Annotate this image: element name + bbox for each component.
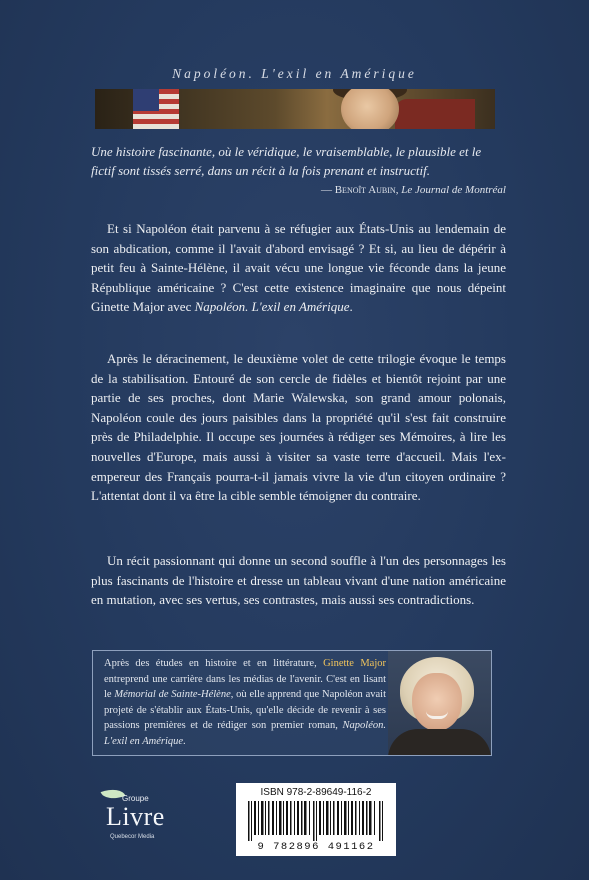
author-bio-box [92, 650, 492, 756]
bio-book-memorial: Mémorial de Sainte-Hélène [114, 689, 231, 701]
quote-attribution [321, 184, 506, 196]
author-photo [388, 651, 491, 755]
bio-book-title: Napoléon. L'exil en Amérique [104, 720, 386, 747]
author-face [412, 673, 462, 731]
cover-painting-strip [95, 89, 495, 129]
press-quote: Une histoire fascinante, où le véridique, le vraisemblable, le plausible et le fictif sont tissés serré, dans un récit à la fois prenant et instructif. [91, 144, 482, 178]
bio-author-name: Ginette Major [323, 658, 386, 669]
paragraph-2-text-b: , à lire les nouvelles d'Europe, mais aussi à visiter sa vaste terre d'accueil. Mais l'ex-empereur des Français pourra-t-il jamais vivre la vie d'un citoyen ordinaire ? L'attentat dont il va être la cible semble témoigner du contraire. [91, 429, 506, 504]
author-sweater [388, 729, 491, 755]
publisher-logo [96, 782, 176, 852]
bio-text-d: . [183, 735, 186, 747]
paragraph-1-end: . [349, 299, 353, 315]
logo-livre: Livre [106, 802, 165, 831]
bio-text-a: Après des études en histoire et en littérature, [104, 658, 324, 669]
ean-digits: 9 782896 491162 [257, 841, 375, 853]
quote-separator: , [395, 184, 402, 196]
paragraph-1-book-title: Napoléon. L'exil en Amérique [194, 299, 350, 315]
series-title: Napoléon. L'exil en Amérique [172, 66, 417, 81]
synopsis-paragraph-2 [91, 349, 506, 506]
portrait-coat [395, 99, 475, 129]
barcode-box [236, 783, 396, 856]
synopsis-paragraph-1 [91, 219, 506, 317]
isbn-label: ISBN 978-2-89649-116-2 [260, 787, 372, 798]
synopsis-paragraph-3: Un récit passionnant qui donne un second souffle à l'un des personnages les plus fascinants de l'histoire et dresse un tableau vivant d'une nation américaine en mutation, avec ses vertus, ses contrastes, mais aussi ses contradictions. [91, 553, 506, 608]
logo-groupe: Groupe [122, 794, 149, 803]
quote-author: Benoît Aubin [334, 184, 396, 196]
bio-text-c: , où elle apprend que Napoléon avait projeté de s'établir aux États-Unis, qu'elle décide de revenir à ses passions premières et de rédiger son premier roman, [104, 689, 387, 732]
logo-subtitle: Quebecor Media [110, 834, 155, 840]
quote-dash: — [320, 184, 335, 196]
author-bio-text [104, 656, 386, 750]
barcode-icon [246, 801, 386, 841]
paragraph-1-text: Et si Napoléon était parvenu à se réfugier aux États-Unis au lendemain de son abdication, comme il l'avait d'abord envisagé ? Et si, au lieu de dépérir à petit feu à Sainte-Hélène, il avait vécu une longue vie féconde dans la jeune République américaine ? C'est cette existence imaginaire que nous dépeint Ginette Major avec [91, 221, 506, 315]
quote-source: Le Journal de Montréal [401, 184, 506, 196]
paragraph-2-text-a: Après le déracinement, le deuxième volet de cette trilogie évoque le temps de la stabilisation. Entouré de son cercle de fidèles et bientôt rejoint par une partie de ses proches, dont Marie Walewska, son grand amour polonais, Napoléon coule des jours paisibles dans la propriété qu'il s'est fait construire près de Philadelphie. Il occupe ses journées à rédiger ses [91, 351, 506, 445]
bio-text-b: entreprend une carrière dans les médias de l'avenir. C'est en lisant le [104, 673, 386, 701]
paragraph-2-memoires: Mémoires [399, 429, 453, 445]
portrait-face [341, 89, 399, 129]
flag-canton [133, 89, 159, 111]
